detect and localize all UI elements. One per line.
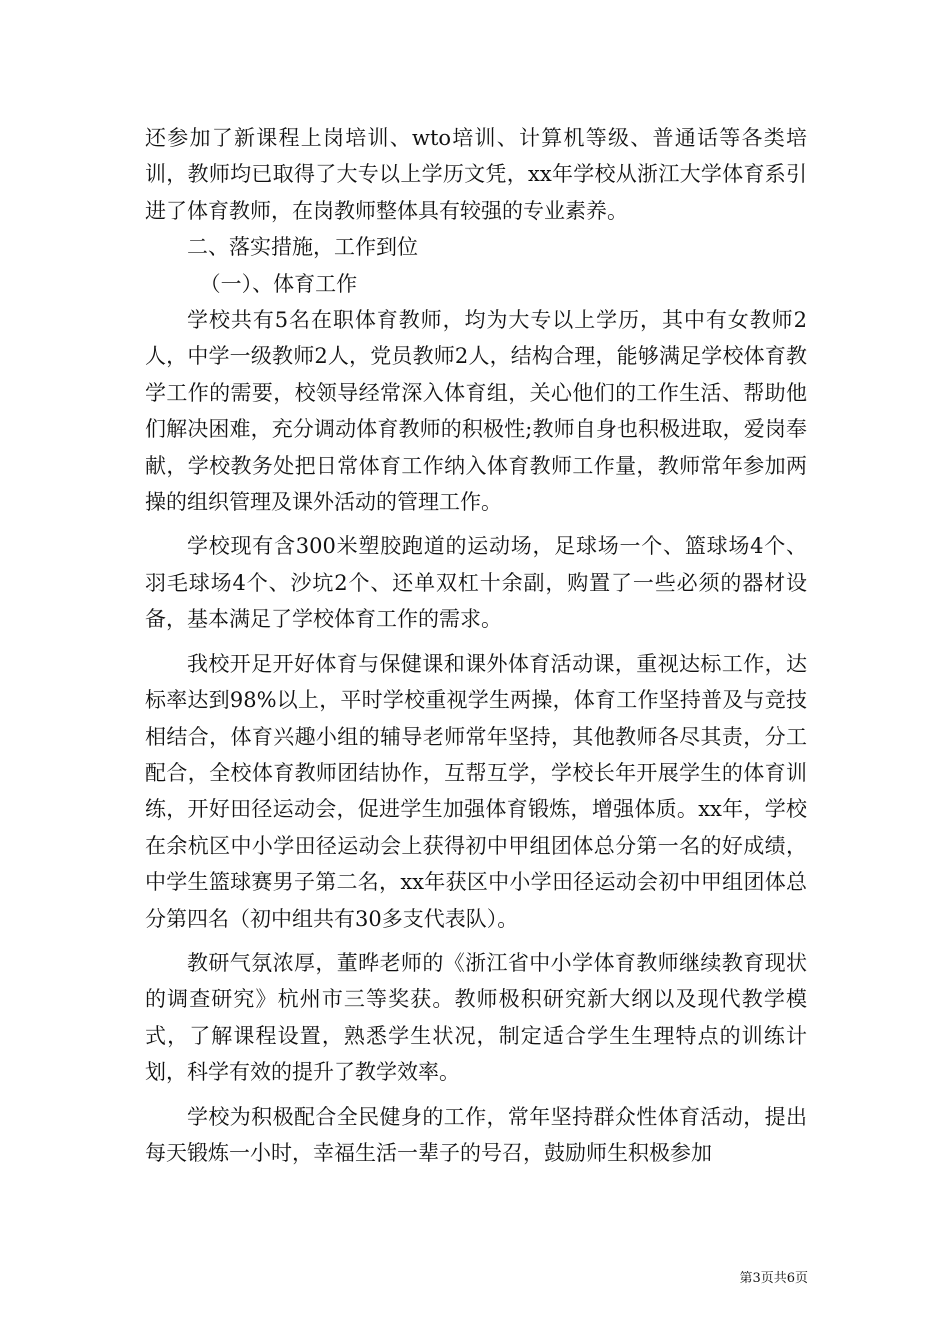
paragraph: 我校开足开好体育与保健课和课外体育活动课，重视达标工作，达标率达到98%以上，平时学校重视学生两操，体育工作坚持普及与竞技相结合，体育兴趣小组的辅导老师常年坚持，其他教师各尽其责，分工配合，全校体育教师团结协作，互帮互学，学校长年开展学生的体育训练，开好田径运动会，促进学生加强体育锻炼，增强体质。xx年，学校在余杭区中小学田径运动会上获得初中甲组团体总分第一名的好成绩，中学生篮球赛男子第二名，xx年获区中小学田径运动会初中甲组团体总分第四名（初中组共有30多支代表队）。 bbox=[145, 651, 807, 931]
paragraph: 学校现有含300米塑胶跑道的运动场，足球场一个、篮球场4个、羽毛球场4个、沙坑2个、还单双杠十余副，购置了一些必须的器材设备，基本满足了学校体育工作的需求。 bbox=[145, 534, 807, 632]
paragraph: 学校为积极配合全民健身的工作，常年坚持群众性体育活动，提出每天锻炼一小时，幸福生活一辈子的号召，鼓励师生积极参加 bbox=[145, 1104, 807, 1165]
paragraph: 学校共有5名在职体育教师，均为大专以上学历，其中有女教师2人，中学一级教师2人，党员教师2人，结构合理，能够满足学校体育教学工作的需要，校领导经常深入体育组，关心他们的工作生活、帮助他们解决困难，充分调动体育教师的积极性;教师自身也积极进取，爱岗奉献，学校教务处把日常体育工作纳入体育教师工作量，教师常年参加两操的组织管理及课外活动的管理工作。 bbox=[145, 308, 807, 515]
body-text bbox=[145, 120, 807, 1171]
page-number: 第3页共6页 bbox=[739, 1271, 808, 1286]
paragraph-continued: 还参加了新课程上岗培训、wto培训、计算机等级、普通话等各类培训，教师均已取得了大专以上学历文凭，xx年学校从浙江大学体育系引进了体育教师，在岗教师整体具有较强的专业素养。 bbox=[145, 126, 807, 223]
paragraph: 教研气氛浓厚，董晔老师的《浙江省中小学体育教师继续教育现状的调查研究》杭州市三等奖获。教师极积研究新大纲以及现代教学模式，了解课程设置，熟悉学生状况，制定适合学生生理特点的训练计划，科学有效的提升了教学效率。 bbox=[145, 950, 807, 1085]
section-heading: 二、落实措施，工作到位 bbox=[187, 235, 418, 260]
subsection-heading: （一）、体育工作 bbox=[199, 271, 358, 296]
